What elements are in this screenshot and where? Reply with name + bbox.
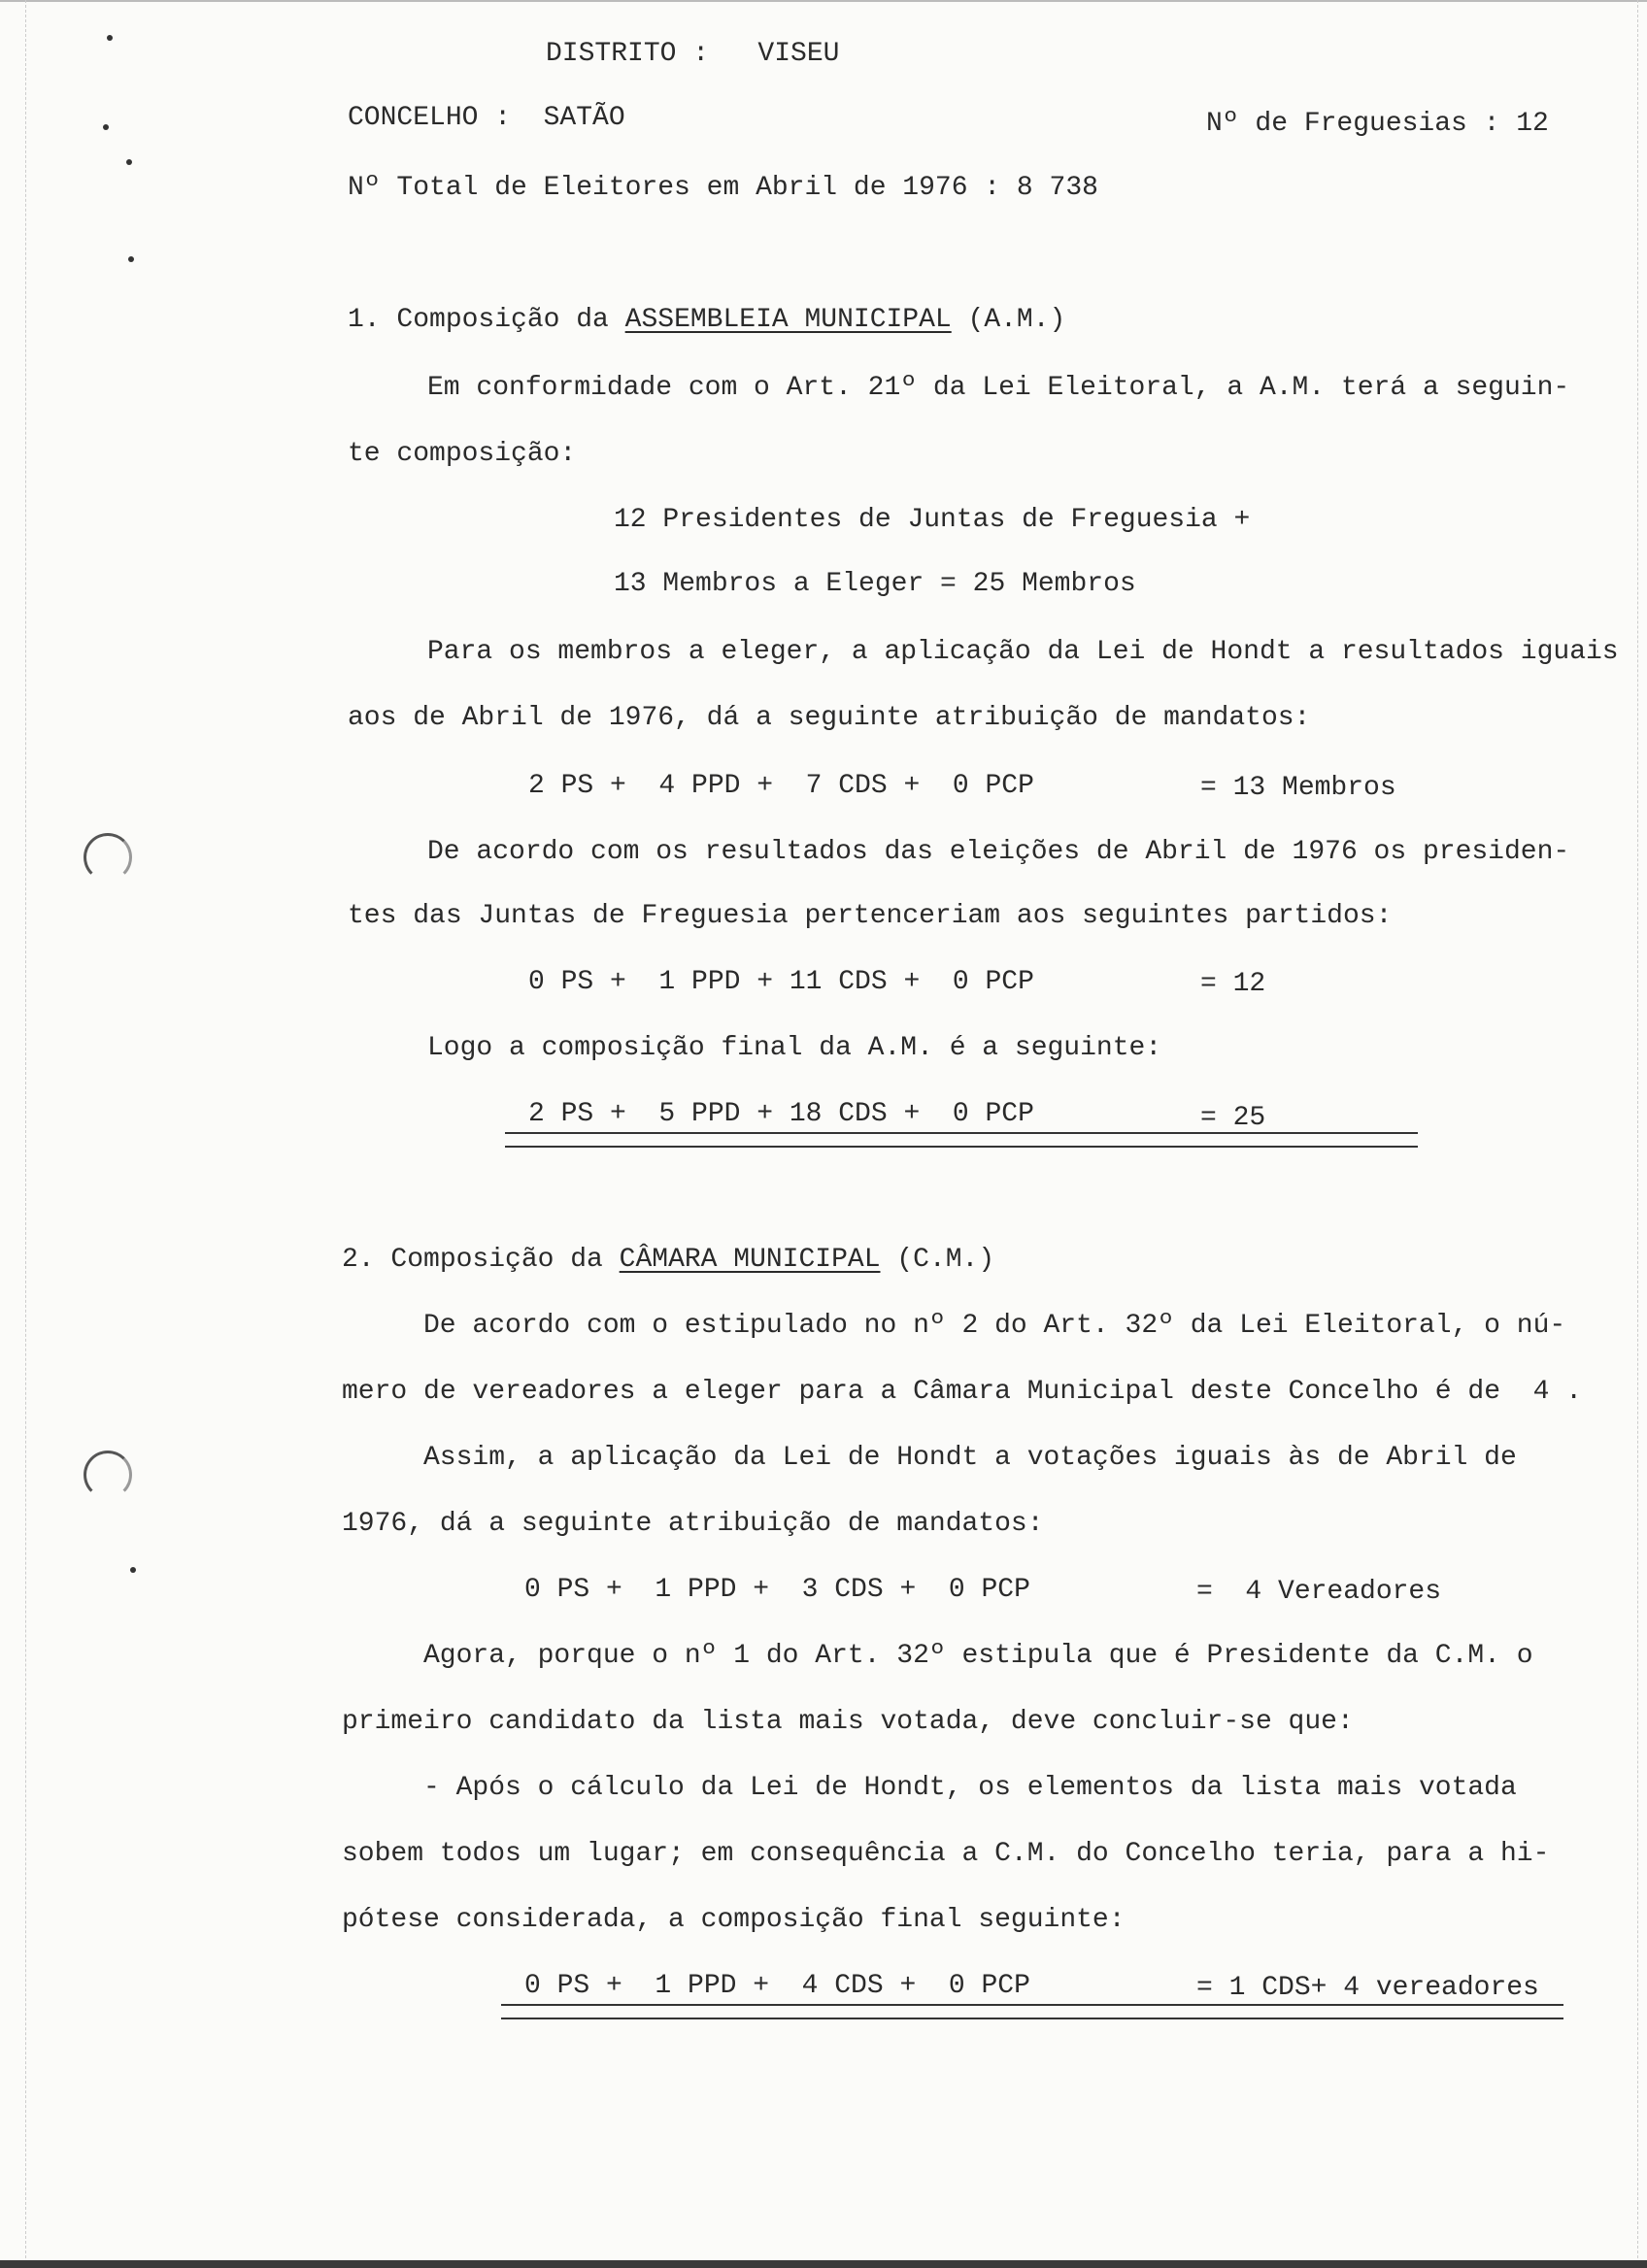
total-rule: [501, 2018, 1563, 2019]
equation-total-left: 0 PS + 1 PPD + 4 CDS + 0 PCP: [524, 1971, 1030, 2001]
equation-total-left: 2 PS + 5 PPD + 18 CDS + 0 PCP: [528, 1099, 1034, 1129]
paragraph: Para os membros a eleger, a aplicação da Lei de Hondt a resultados iguais: [427, 637, 1619, 667]
page-left-edge: [25, 0, 27, 2268]
speck-mark: [103, 124, 109, 130]
distrito-line: DISTRITO : VISEU: [546, 39, 840, 69]
paragraph: Agora, porque o nº 1 do Art. 32º estipula que é Presidente da C.M. o: [423, 1641, 1533, 1671]
section2-title-prefix: 2. Composição da: [342, 1245, 620, 1275]
paragraph: aos de Abril de 1976, dá a seguinte atribuição de mandatos:: [348, 703, 1311, 733]
composition-line: 12 Presidentes de Juntas de Freguesia +: [614, 505, 1251, 535]
paragraph: Em conformidade com o Art. 21º da Lei Eleitoral, a A.M. terá a seguin-: [427, 373, 1570, 403]
total-rule: [505, 1146, 1418, 1148]
punch-hole-icon: [84, 1451, 132, 1499]
composition-line: 13 Membros a Eleger = 25 Membros: [614, 569, 1136, 599]
speck-mark: [130, 1567, 136, 1573]
section2-title: [342, 1243, 994, 1278]
paragraph: te composição:: [348, 439, 577, 469]
page-right-edge: [1637, 0, 1639, 2268]
equation-total-right: = 25: [1200, 1103, 1266, 1133]
concelho-line: CONCELHO : SATÃO: [348, 103, 625, 133]
paragraph: Assim, a aplicação da Lei de Hondt a votações iguais às de Abril de: [423, 1443, 1517, 1473]
page-bottom-edge: [0, 2260, 1647, 2268]
section2-title-suffix: (C.M.): [880, 1245, 995, 1275]
section1-title-underlined: ASSEMBLEIA MUNICIPAL: [624, 305, 952, 335]
speck-mark: [126, 159, 132, 165]
punch-hole-icon: [84, 833, 132, 882]
equation-right: = 12: [1200, 969, 1266, 999]
paragraph: De acordo com os resultados das eleições de Abril de 1976 os presiden-: [427, 837, 1570, 867]
page-top-edge: [0, 0, 1647, 2]
equation-right: = 13 Membros: [1200, 773, 1396, 803]
speck-mark: [107, 35, 113, 41]
paragraph: pótese considerada, a composição final seguinte:: [342, 1905, 1126, 1935]
paragraph: primeiro candidato da lista mais votada, deve concluir-se que:: [342, 1707, 1354, 1737]
paragraph: - Após o cálculo da Lei de Hondt, os elementos da lista mais votada: [423, 1773, 1517, 1803]
total-rule: [505, 1132, 1418, 1134]
freguesias-count: Nº de Freguesias : 12: [1206, 109, 1549, 139]
equation-total-right: = 1 CDS+ 4 vereadores: [1196, 1973, 1539, 2003]
paragraph: 1976, dá a seguinte atribuição de mandatos:: [342, 1509, 1044, 1539]
total-rule: [501, 2004, 1563, 2006]
section1-title: [348, 303, 1065, 338]
equation-right: = 4 Vereadores: [1196, 1577, 1442, 1607]
speck-mark: [128, 256, 134, 262]
paragraph: Logo a composição final da A.M. é a seguinte:: [427, 1033, 1162, 1063]
section1-title-suffix: (A.M.): [951, 305, 1066, 335]
equation-left: 0 PS + 1 PPD + 11 CDS + 0 PCP: [528, 967, 1034, 997]
section1-title-prefix: 1. Composição da: [348, 305, 625, 335]
paragraph: De acordo com o estipulado no nº 2 do Art. 32º da Lei Eleitoral, o nú-: [423, 1311, 1566, 1341]
paragraph: mero de vereadores a eleger para a Câmara Municipal deste Concelho é de 4 .: [342, 1377, 1583, 1407]
section2-title-underlined: CÂMARA MUNICIPAL: [619, 1245, 881, 1275]
paragraph: sobem todos um lugar; em consequência a C.M. do Concelho teria, para a hi-: [342, 1839, 1550, 1869]
equation-left: 0 PS + 1 PPD + 3 CDS + 0 PCP: [524, 1575, 1030, 1605]
equation-left: 2 PS + 4 PPD + 7 CDS + 0 PCP: [528, 771, 1034, 801]
paragraph: tes das Juntas de Freguesia pertenceriam aos seguintes partidos:: [348, 901, 1393, 931]
total-eleitores: Nº Total de Eleitores em Abril de 1976 : 8 738: [348, 173, 1098, 203]
